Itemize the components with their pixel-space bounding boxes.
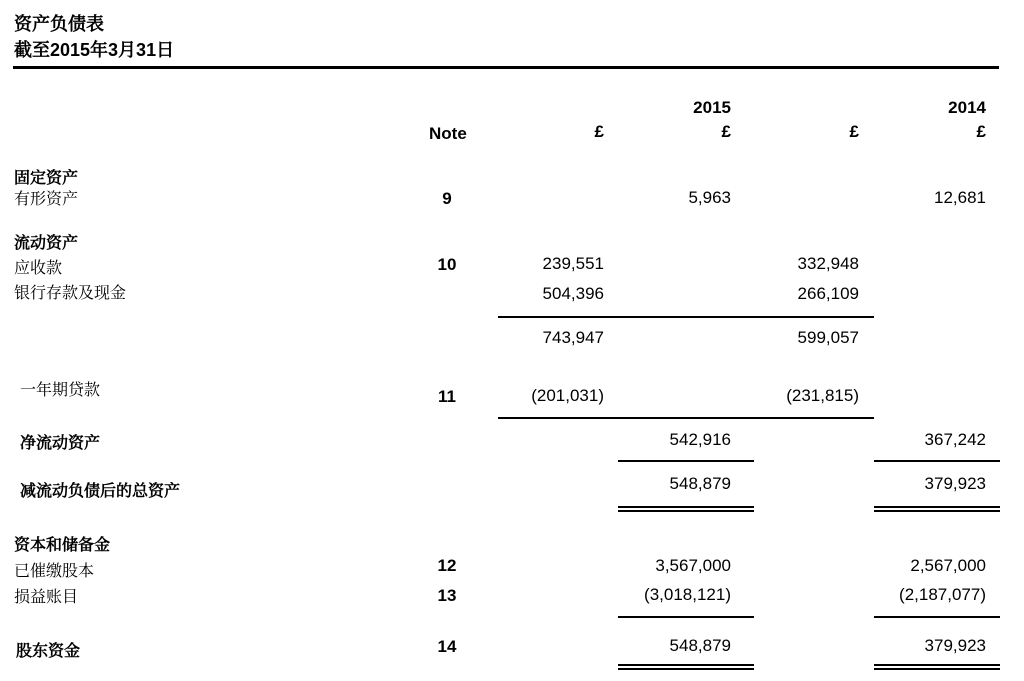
currency-header-col2: £ [721,122,731,141]
currency-header-col4: £ [976,122,986,141]
cash-2015: 504,396 [542,284,604,303]
loans-rule [498,417,874,419]
total-less-liab-double-rule-2015 [618,506,754,512]
row-label-shareholders-funds: 股东资金 [16,643,81,660]
row-label-tangible: 有形资产 [14,191,79,208]
currency-header-col1: £ [594,122,604,141]
row-label-cash: 银行存款及现金 [14,285,127,302]
shareholders-funds-double-rule-2015 [618,664,754,670]
row-note-loans: 11 [438,387,456,406]
pl-account-2015: (3,018,121) [644,585,731,604]
cash-2014: 266,109 [797,284,859,303]
header-rule [13,66,999,69]
current-subtotal-2014: 599,057 [797,328,859,347]
receivables-2014: 332,948 [797,254,859,273]
section-capital-reserves: 资本和储备金 [14,537,111,554]
loans-2015: (201,031) [531,386,604,405]
row-note-shareholders-funds: 14 [437,637,457,656]
shareholders-funds-2015: 548,879 [669,636,731,655]
subtotal-rule [498,316,874,318]
note-header: Note [429,124,467,143]
pl-account-2014: (2,187,077) [899,585,986,604]
section-current-assets: 流动资产 [14,235,79,252]
row-note-share-capital: 12 [437,556,457,575]
currency-header-col3: £ [849,122,859,141]
total-less-liab-double-rule-2014 [874,506,1000,512]
tangible-2014: 12,681 [934,188,986,207]
row-note-receivables: 10 [437,255,457,274]
current-subtotal-2015: 743,947 [542,328,604,347]
year-2015-header: 2015 [693,98,731,117]
pl-rule-2014 [874,616,1000,618]
receivables-2015: 239,551 [542,254,604,273]
loans-2014: (231,815) [786,386,859,405]
row-label-receivables: 应收款 [14,260,63,277]
net-current-rule-2014 [874,460,1000,462]
section-fixed-assets: 固定资产 [14,170,79,187]
share-capital-2014: 2,567,000 [910,556,986,575]
year-2014-header: 2014 [948,98,986,117]
document-title: 资产负债表 [14,14,104,34]
row-label-loans: 一年期贷款 [20,382,101,399]
share-capital-2015: 3,567,000 [655,556,731,575]
total-less-liab-2014: 379,923 [924,474,986,493]
shareholders-funds-double-rule-2014 [874,664,1000,670]
row-label-net-current: 净流动资产 [20,435,101,452]
net-current-rule-2015 [618,460,754,462]
row-note-pl-account: 13 [437,586,457,605]
net-current-2014: 367,242 [924,430,986,449]
row-note-tangible: 9 [442,189,452,208]
tangible-2015: 5,963 [688,188,731,207]
net-current-2015: 542,916 [669,430,731,449]
row-label-total-less-liab: 减流动负债后的总资产 [20,483,181,500]
pl-rule-2015 [618,616,754,618]
document-subtitle: 截至2015年3月31日 [14,40,175,60]
row-label-share-capital: 已催缴股本 [14,563,95,580]
total-less-liab-2015: 548,879 [669,474,731,493]
shareholders-funds-2014: 379,923 [924,636,986,655]
row-label-pl-account: 损益账目 [14,589,79,606]
